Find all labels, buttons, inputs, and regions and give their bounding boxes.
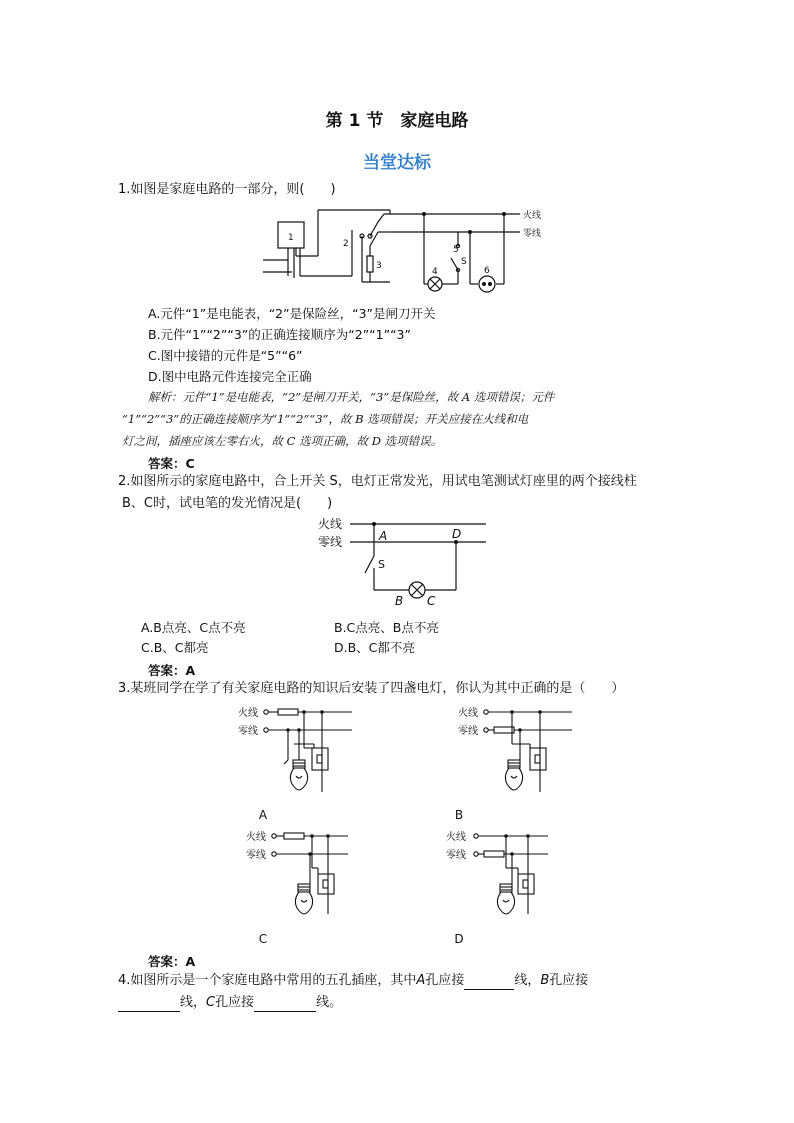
q3d-neutral-label: 零线 xyxy=(446,850,466,861)
q3c-fire-label: 火线 xyxy=(246,832,266,843)
q1-label-s: S xyxy=(461,257,467,267)
q3-answer: 答案：A xyxy=(148,954,196,969)
q4-label-a: A xyxy=(416,973,426,988)
q2-option-d: D.B、C都不亮 xyxy=(334,640,415,655)
q1-label-3: 3 xyxy=(376,261,382,271)
q3-stem: 3.某班同学在学了有关家庭电路的知识后安装了四盏电灯，你认为其中正确的是（ ） xyxy=(118,681,625,696)
q1-explanation-line1: 解析：元件“1”是电能表，“2”是闸刀开关，“3”是保险丝，故 A 选项错误；元件 xyxy=(148,390,555,404)
q2-option-c: C.B、C都亮 xyxy=(141,640,209,655)
q3b-fire-label: 火线 xyxy=(458,708,478,719)
q4-text-1: 4.如图所示是一个家庭电路中常用的五孔插座，其中 xyxy=(118,973,417,988)
q3a-neutral-label: 零线 xyxy=(238,726,258,737)
q3c-neutral-label: 零线 xyxy=(246,850,266,861)
q1-label-2: 2 xyxy=(343,239,349,249)
q3-figure-c xyxy=(246,826,366,922)
q2-stem-line1: 2.如图所示的家庭电路中，合上开关 S，电灯正常发光，用试电笔测试灯座里的两个接线柱 xyxy=(118,474,637,489)
q2-answer: 答案：A xyxy=(148,663,196,678)
q4-text-5: 线， xyxy=(180,995,207,1010)
q4-blank-b[interactable] xyxy=(118,997,180,1012)
q1-option-d: D.图中电路元件连接完全正确 xyxy=(148,369,312,384)
q1-explanation-line3: 灯之间，插座应该左零右火，故 C 选项正确，故 D 选项错误。 xyxy=(122,434,443,448)
q1-label-5: 5 xyxy=(453,245,459,255)
q2-fire-label: 火线 xyxy=(318,517,343,531)
q1-circuit-diagram xyxy=(258,206,548,298)
q4-blank-a[interactable] xyxy=(464,975,514,990)
q3-caption-c: C xyxy=(258,932,268,946)
q4-text-3: 线， xyxy=(514,973,541,988)
q1-explanation-line2: “1”“2”“3”的正确连接顺序为“1”“2”“3”，故 B 选项错误；开关应接在火线和电 xyxy=(122,412,529,426)
q4-blank-c[interactable] xyxy=(254,997,316,1012)
q4-text-4: 孔应接 xyxy=(549,973,589,988)
q3a-fire-label: 火线 xyxy=(238,708,258,719)
q2-neutral-label: 零线 xyxy=(318,535,343,549)
q2-stem-line2: B、C时，试电笔的发光情况是( ) xyxy=(122,496,333,511)
q2-label-b: B xyxy=(395,594,404,608)
q3-figure-b xyxy=(458,704,578,798)
section-subtitle: 当堂达标 xyxy=(363,153,431,173)
q1-option-c: C.图中接错的元件是“5”“6” xyxy=(148,348,303,363)
q4-text-2: 孔应接 xyxy=(425,973,465,988)
q1-label-1: 1 xyxy=(288,233,294,243)
q3-caption-d: D xyxy=(454,932,464,946)
q4-text-6: 孔应接 xyxy=(215,995,255,1010)
q1-option-b: B.元件“1”“2”“3”的正确连接顺序为“2”“1”“3” xyxy=(148,327,411,342)
q4-label-c: C xyxy=(206,995,216,1010)
q2-label-c: C xyxy=(427,594,436,608)
q4-line2 xyxy=(118,994,342,1012)
q1-label-4: 4 xyxy=(432,267,438,277)
q2-label-d: D xyxy=(452,527,462,541)
q4-line1 xyxy=(118,972,588,990)
q2-label-a: A xyxy=(379,529,388,543)
q1-answer: 答案：C xyxy=(148,456,195,471)
q1-label-6: 6 xyxy=(484,266,490,276)
q3-caption-b: B xyxy=(454,808,464,822)
q3-caption-a: A xyxy=(258,808,268,822)
q2-option-a: A.B点亮、C点不亮 xyxy=(141,620,246,635)
q1-fire-label: 火线 xyxy=(523,211,542,221)
q3d-fire-label: 火线 xyxy=(446,832,466,843)
q4-text-7: 线。 xyxy=(316,995,343,1010)
q1-option-a: A.元件“1”是电能表，“2”是保险丝，“3”是闸刀开关 xyxy=(148,306,436,321)
q3-figure-d xyxy=(446,826,566,922)
q2-circuit-diagram xyxy=(318,516,488,608)
q2-option-b: B.C点亮、B点不亮 xyxy=(334,620,439,635)
q3b-neutral-label: 零线 xyxy=(458,726,478,737)
q4-label-b: B xyxy=(540,973,550,988)
page-title: 第 1 节 家庭电路 xyxy=(325,111,469,131)
q2-label-s: S xyxy=(378,558,385,571)
q3-figure-a xyxy=(238,704,358,798)
q1-stem: 1.如图是家庭电路的一部分，则( ) xyxy=(118,182,336,197)
q1-neutral-label: 零线 xyxy=(523,229,542,239)
